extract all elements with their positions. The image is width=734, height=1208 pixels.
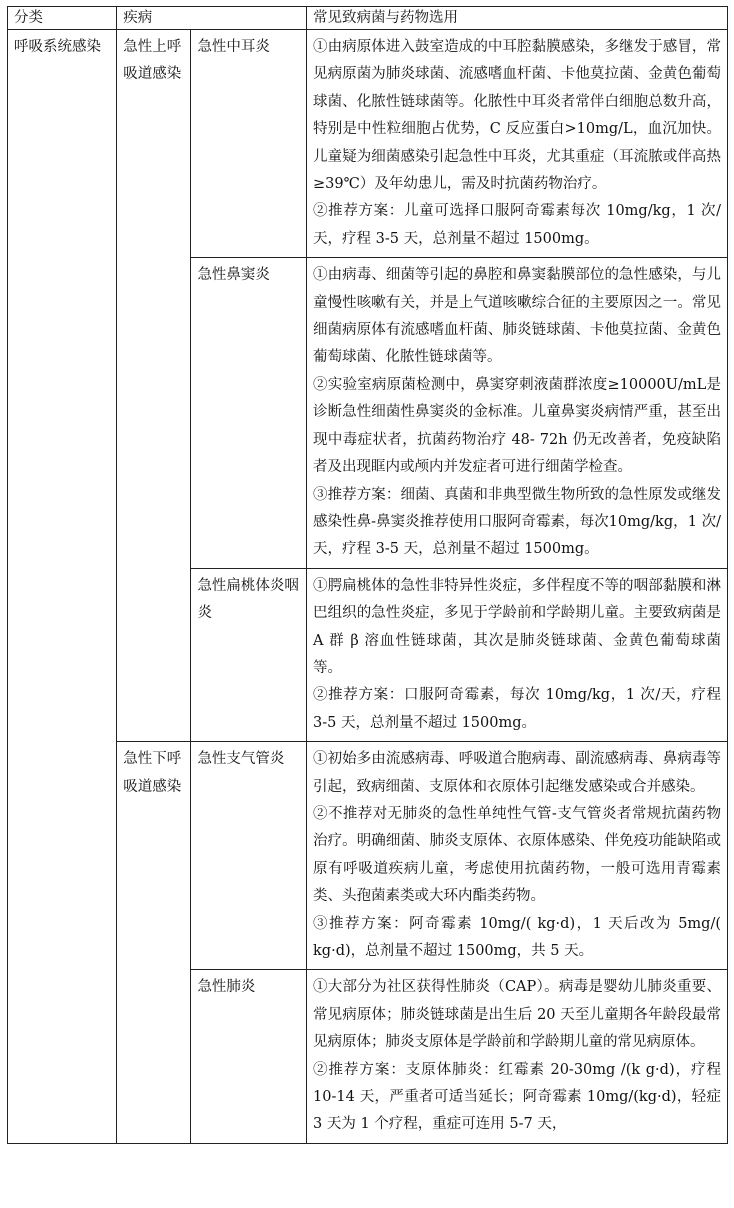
description-cell — [307, 742, 728, 970]
description-cell — [307, 970, 728, 1143]
paragraph: ①大部分为社区获得性肺炎（CAP）。病毒是婴幼儿肺炎重要、常见病原体；肺炎链球菌是出生后 20 天至儿童期各年龄段最常见病原体；肺炎支原体是学龄前和学龄期儿童的常见病原体。 — [313, 979, 721, 1051]
drug-table — [7, 6, 728, 1144]
header-pathogen-drug: 常见致病菌与药物选用 — [307, 7, 728, 30]
header-disease: 疾病 — [117, 7, 307, 30]
disease-cell: 急性支气管炎 — [191, 742, 307, 970]
paragraph: ①腭扁桃体的急性非特异性炎症，多伴程度不等的咽部黏膜和淋巴组织的急性炎症，多见于学龄前和学龄期儿童。主要致病菌是 A 群 β 溶血性链球菌，其次是肺炎链球菌、金黄色葡萄球菌等。 — [313, 577, 721, 676]
disease-cell: 急性鼻窦炎 — [191, 258, 307, 568]
paragraph: ①初始多由流感病毒、呼吸道合胞病毒、副流感病毒、鼻病毒等引起，致病细菌、支原体和衣原体引起继发感染或合并感染。 — [313, 751, 721, 795]
paragraph: ③推荐方案：阿奇霉素 10mg/( kg·d)，1 天后改为 5mg/( kg·d)，总剂量不超过 1500mg，共 5 天。 — [313, 915, 721, 959]
group-upper-respiratory: 急性上呼吸道感染 — [117, 30, 191, 742]
category-cell: 呼吸系统感染 — [8, 30, 117, 1144]
paragraph: ①由病原体进入鼓室造成的中耳腔黏膜感染，多继发于感冒，常见病原菌为肺炎球菌、流感嗜血杆菌、卡他莫拉菌、金黄色葡萄球菌、化脓性链球菌等。化脓性中耳炎者常伴白细胞总数升高，特别是中性粒细胞占优势，C 反应蛋白>10mg/L，血沉加快。儿童疑为细菌感染引起急性中耳炎，尤其重症（耳流脓或伴高热≥39℃）及年幼患儿，需及时抗菌药物治疗。 — [313, 39, 721, 193]
paragraph: ②推荐方案：口服阿奇霉素，每次 10mg/kg，1 次/天，疗程 3-5 天，总剂量不超过 1500mg。 — [313, 687, 721, 731]
paragraph: ②实验室病原菌检测中，鼻窦穿刺液菌群浓度≥10000U/mL是诊断急性细菌性鼻窦炎的金标准。儿童鼻窦炎病情严重，甚至出现中毒症状者，抗菌药物治疗 48- 72h 仍无改善者，免疫缺陷者及出现眶内或颅内并发症者可进行细菌学检查。 — [313, 376, 721, 476]
table-header-row — [8, 7, 728, 30]
disease-cell: 急性中耳炎 — [191, 30, 307, 258]
paragraph: ③推荐方案：细菌、真菌和非典型微生物所致的急性原发或继发感染性鼻-鼻窦炎推荐使用口服阿奇霉素，每次10mg/kg，1 次/天，疗程 3-5 天，总剂量不超过 1500mg。 — [313, 486, 721, 558]
paragraph: ②推荐方案：儿童可选择口服阿奇霉素每次 10mg/kg，1 次/天，疗程 3-5 天，总剂量不超过 1500mg。 — [313, 203, 721, 247]
disease-cell: 急性扁桃体炎咽炎 — [191, 568, 307, 741]
header-category: 分类 — [8, 7, 117, 30]
disease-cell: 急性肺炎 — [191, 970, 307, 1143]
description-cell — [307, 30, 728, 258]
description-cell — [307, 568, 728, 741]
paragraph: ①由病毒、细菌等引起的鼻腔和鼻窦黏膜部位的急性感染，与儿童慢性咳嗽有关，并是上气道咳嗽综合征的主要原因之一。常见细菌病原体有流感嗜血杆菌、肺炎链球菌、卡他莫拉菌、金黄色葡萄球菌、化脓性链球菌等。 — [313, 267, 721, 366]
description-cell — [307, 258, 728, 568]
paragraph: ②推荐方案：支原体肺炎：红霉素 20-30mg /(k g·d)，疗程 10-14 天，严重者可适当延长；阿奇霉素 10mg/(kg·d)，轻症 3 天为 1 个疗程，重症可连用 5-7 天， — [313, 1061, 721, 1133]
table-row — [8, 30, 728, 258]
group-lower-respiratory: 急性下呼吸道感染 — [117, 742, 191, 1144]
paragraph: ②不推荐对无肺炎的急性单纯性气管-支气管炎者常规抗菌药物治疗。明确细菌、肺炎支原体、衣原体感染、伴免疫功能缺陷或原有呼吸道疾病儿童，考虑使用抗菌药物，一般可选用青霉素类、头孢菌素类或大环内酯类药物。 — [313, 805, 721, 905]
